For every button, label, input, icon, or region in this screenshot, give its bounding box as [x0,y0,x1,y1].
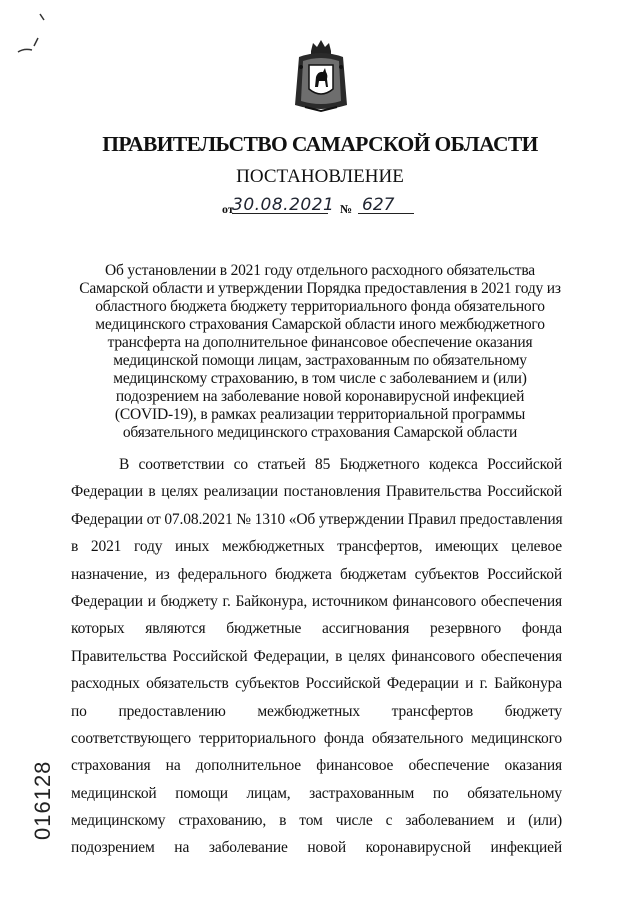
body-line: расходных обязательств субъектов Российской Федерации и г. Байконура [71,675,562,693]
subject-line: Об установлении в 2021 году отдельного расходного обязательства [105,262,535,279]
body-line: соответствующего территориального фонда обязательного медицинского [71,729,562,747]
subject-line: (COVID-19), в рамках реализации территориальной программы [114,406,526,423]
document-date: 30.08.2021 [232,195,335,215]
body-line: Федерации от 07.08.2021 № 1310 «Об утверждении Правил предоставления [71,510,563,528]
body-line: подозрением на заболевание новой коронавирусной инфекцией [71,839,562,857]
pen-mark-icon [10,8,50,68]
subject-line: Самарской области и утверждении Порядка предоставления в 2021 году из [79,280,561,297]
subject-line: трансферта на дополнительное финансовое обеспечение оказания [107,334,533,351]
document-body [71,451,562,862]
body-line: в 2021 году иных межбюджетных трансфертов, имеющих целевое [71,538,562,556]
subject-line: медицинской помощи лицам, застрахованным по обязательному [113,352,527,369]
date-prefix-label: от [222,202,234,216]
document-number: 627 [362,195,395,215]
body-line: медицинской помощи лицам, застрахованным по обязательному [71,784,562,802]
subject-line: обязательного медицинского страхования Самарской области [122,424,518,441]
document-subject [70,262,570,442]
body-line: медицинскому страхованию, в том числе с заболеванием и (или) [71,812,562,830]
subject-line: медицинского страхования Самарской области иного межбюджетного [95,316,545,333]
organization-title: ПРАВИТЕЛЬСТВО САМАРСКОЙ ОБЛАСТИ [102,132,538,156]
body-line: Федерации в целях реализации постановления Правительства Российской [71,483,562,501]
body-line: по предоставлению межбюджетных трансфертов бюджету [71,702,562,720]
date-underline [232,213,328,214]
body-line: В соответствии со статьей 85 Бюджетного кодекса Российской [119,456,562,473]
body-line: Федерации и бюджету г. Байконура, источником финансового обеспечения [71,592,562,610]
body-line: страхования на дополнительное финансовое обеспечение оказания [71,757,562,775]
body-line: Правительства Российской Федерации, в целях финансового обеспечения [71,647,562,665]
subject-line: подозрением на заболевание новой коронавирусной инфекцией [115,388,525,405]
date-number-line [222,197,432,219]
subject-line: областного бюджета бюджету территориального фонда обязательного [95,298,545,315]
body-line: назначение, из федерального бюджета бюджетам субъектов Российской [71,565,562,583]
coat-of-arms-icon [291,37,351,117]
number-label: № [340,202,353,216]
side-serial-number: 016128 [30,760,55,840]
number-underline [358,213,414,214]
document-type: ПОСТАНОВЛЕНИЕ [236,166,404,187]
body-line: которых являются бюджетные ассигнования резервного фонда [71,620,562,638]
subject-line: медицинскому страхованию, в том числе с заболеванием и (или) [113,370,527,387]
